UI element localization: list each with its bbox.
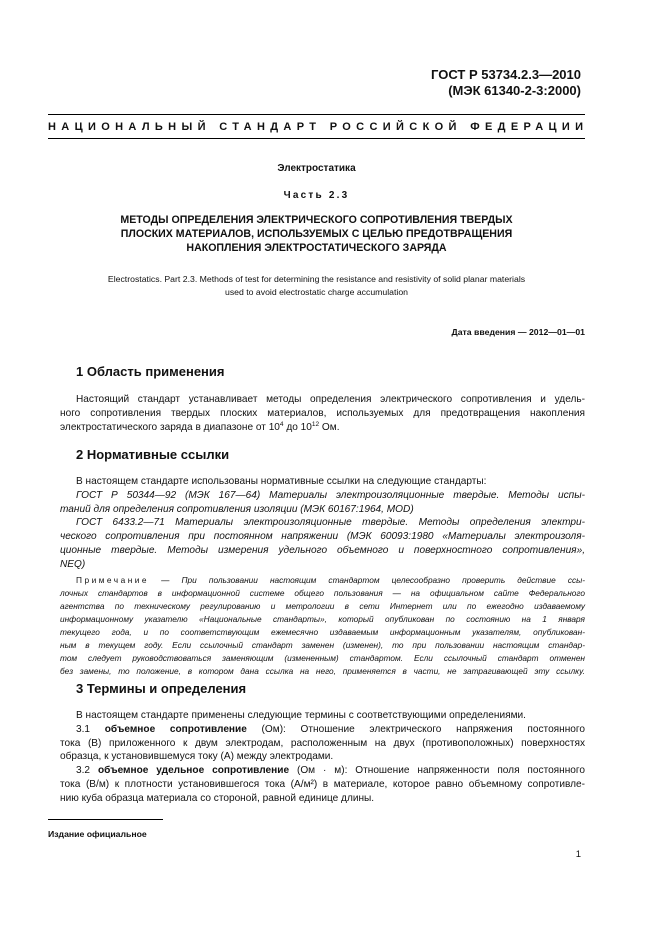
note-line: текущего года, и по соответствующим ежемесячно издаваемым информационным указателям, опубликован- xyxy=(60,627,585,637)
topic-title: Электростатика xyxy=(277,163,356,174)
note-line: том следует руководствоваться заменяющим (измененным) стандартом. Если ссылочный стандарт отменен xyxy=(60,653,585,663)
definition-line: нию куба образца материала со стороной, равной единице длины. xyxy=(60,792,375,804)
national-standard-banner: НАЦИОНАЛЬНЫЙ СТАНДАРТ РОССИЙСКОЙ ФЕДЕРАЦИИ xyxy=(48,121,589,133)
term-number: 3.1 xyxy=(76,723,91,735)
term: объемное сопротивление xyxy=(104,723,247,735)
english-title-line: Electrostatics. Part 2.3. Methods of test for determining the resistance and resistivity of solid planar materials xyxy=(107,274,526,284)
note-line: лочных стандартов в информационной системе общего пользования — на официальном сайте Федерального xyxy=(60,588,585,598)
page-number: 1 xyxy=(575,849,581,860)
term: объемное удельное сопротивление xyxy=(97,765,290,777)
definition-text: (Ом · м): Отношение напряженности поля постоянного xyxy=(289,765,585,777)
official-edition: Издание официальное xyxy=(48,829,147,839)
standard-designation xyxy=(431,67,581,99)
banner-rule xyxy=(48,138,585,139)
section-1-heading: 1 Область применения xyxy=(76,364,225,379)
english-title-line: used to avoid electrostatic charge accumulation xyxy=(224,287,409,297)
part-title: Часть 2.3 xyxy=(283,190,350,201)
definition-text: (Ом): Отношение электрического напряжения постоянного xyxy=(246,723,585,735)
reference-line: ГОСТ Р 50344—92 (МЭК 167—64) Материалы электроизоляционные твердые. Методы испы- xyxy=(76,489,585,501)
text-line: В настоящем стандарте применены следующие термины с соответствующими определениями. xyxy=(76,710,526,721)
reference-line: ГОСТ 6433.2—71 Материалы электроизоляционные твердые. Методы определения электри- xyxy=(76,517,585,529)
reference-line: ционные твердые. Методы измерения удельного объемного и поверхностного сопротивления», xyxy=(60,544,585,556)
term-number: 3.2 xyxy=(76,765,91,777)
note-line: без замены, то положение, в котором дана ссылка на него, применяется в части, не затрагивающей эту ссылку. xyxy=(60,666,585,676)
main-title-line: ПЛОСКИХ МАТЕРИАЛОВ, ИСПОЛЬЗУЕМЫХ С ЦЕЛЬЮ ПРЕДОТВРАЩЕНИЯ xyxy=(120,228,513,240)
footer-rule xyxy=(48,819,163,820)
reference-line: ческого сопротивления при постоянном напряжении (МЭК 60093:1980 «Материалы электроизоля- xyxy=(60,531,585,543)
iec-number: (МЭК 61340-2-3:2000) xyxy=(448,83,581,98)
definition-line xyxy=(60,764,585,778)
section-3-heading: 3 Термины и определения xyxy=(76,681,247,696)
note-line: агентства по техническому регулированию и метрологии в сети Интернет или по ежегодно издаваемому xyxy=(60,601,585,611)
section-2-text xyxy=(60,475,585,572)
reference-line: NEQ) xyxy=(60,558,86,570)
note-line xyxy=(60,574,585,587)
main-title xyxy=(48,213,585,255)
top-rule xyxy=(48,114,585,115)
text-fragment: до 10 xyxy=(283,421,312,433)
text-fragment: электростатического заряда в диапазоне от 10 xyxy=(60,421,280,433)
text-fragment: Ом. xyxy=(319,421,340,433)
note-block xyxy=(60,574,585,678)
note-line: информационному указателю «Национальные стандарты», который опубликован по состоянию на 1 января xyxy=(60,614,585,624)
main-title-line: НАКОПЛЕНИЯ ЭЛЕКТРОСТАТИЧЕСКОГО ЗАРЯДА xyxy=(186,242,447,254)
text-line: В настоящем стандарте использованы нормативные ссылки на следующие стандарты: xyxy=(76,476,487,487)
note-label: Примечание xyxy=(76,575,150,585)
note-text: — При пользовании настоящим стандартом целесообразно проверить действие ссы- xyxy=(161,575,585,585)
main-title-line: МЕТОДЫ ОПРЕДЕЛЕНИЯ ЭЛЕКТРИЧЕСКОГО СОПРОТИВЛЕНИЯ ТВЕРДЫХ xyxy=(120,214,513,226)
definition-line: тока (В/м) к плотности установившегося тока (А/м²) в материале, которое равно объемному сопротивле- xyxy=(60,778,585,790)
reference-line: таний для определения сопротивления изоляции (МЭК 60167:1964, MOD) xyxy=(60,503,414,515)
section-1-text xyxy=(60,393,585,434)
exponent: 4 xyxy=(279,420,284,428)
exponent: 12 xyxy=(311,420,320,428)
definition-line xyxy=(60,723,585,737)
text-line: Настоящий стандарт устанавливает методы определения электрического сопротивления и удель- xyxy=(76,394,585,405)
text-line: ного сопротивления твердых плоских материалов, используемых для предотвращения накопления xyxy=(60,407,585,419)
section-3-text xyxy=(60,709,585,806)
definition-line: тока (В) приложенного к двум электродам, расположенным на двух (противоположных) поверхностях xyxy=(60,737,585,749)
introduction-date: Дата введения — 2012—01—01 xyxy=(451,327,585,337)
note-line: ным в текущем году. Если ссылочный стандарт заменен (изменен), то при пользовании настоящим стандар- xyxy=(60,640,585,650)
text-line xyxy=(60,421,585,435)
definition-line: образца, к установившемуся току (А) между электродами. xyxy=(60,751,334,763)
english-title xyxy=(48,273,585,299)
section-2-heading: 2 Нормативные ссылки xyxy=(76,447,230,462)
standard-number: ГОСТ Р 53734.2.3—2010 xyxy=(431,67,581,82)
